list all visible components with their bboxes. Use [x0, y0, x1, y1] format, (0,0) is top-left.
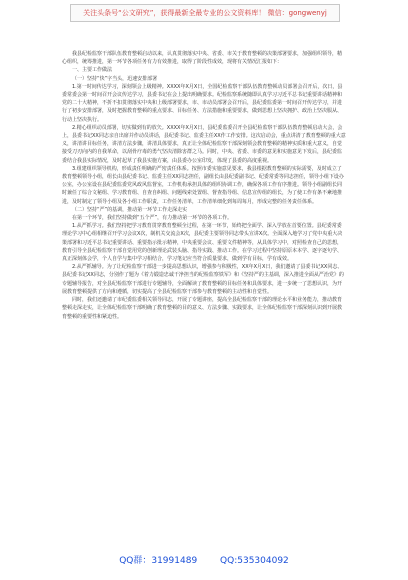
paragraph-6: 2.从严抓辅导。为了让纪检监察干部进一步提高思想认识，增强参与积极性，XX年X月X日，我们邀请了县委书记XX同志、县纪委书记XX同志，分别作了题为《着力锻造忠诚干净担当的纪检监察铁军》和《坚持严的主基调，深入推进全面从严治党》的专题辅导报告，对全县纪检监察干部进行专题辅导，全面解读了教育整顿的目标任务和具体要求，进一步统一了思想认识，为开展教育整顿提供了方向和遵循，切实提高了全县纪检监察干部参与教育整顿的主动性和自觉性。 — [62, 264, 344, 295]
paragraph-7: 同时，我们还邀请了市纪委监委相关领导同志，开展了专题讲座，提高全县纪检监察干部的理论水平和业务能力，推动教育整顿走深走实，让全体纪检监察干部明确了教育整顿的目的意义、方法步骤、实践要求，让全体纪检监察干部深刻认识到开展教育整顿的重要性和紧迫性。 — [62, 297, 343, 320]
paragraph-3: 3.组建组织领导机构，形成责任明确的严密责任体系。按照市委实施意见要求，我县根据教育整顿的实际需要，及时成立了教育整顿领导小组，组长由县纪委书记、监委主任XX同志担任，副组长由县纪委副书记、纪委常委等同志担任，领导小组下设办公室，办公室设在县纪委监委党风政风监督室，工作机构承担具体的组织协调工作，确保各项工作有序推进。领导小组副组长同时兼任了综合文秘组、学习教育组、自查自纠组、问题线索处置组、督查指导组、信息宣传组的组长，为了使工作有条不紊地推进，及时制定了领导小组及各小组工作职责，工作任务清单，工作清单细化到每周每月，形成完整的任务责任体系。 — [62, 165, 344, 205]
paragraph-2: 2.精心组织动员部署，切实做到有的放矢。XXXX年X月X日，县纪委监委召开全县纪检监察干部队伍教育整顿启动大会，会上，县委书记XX同志亲自出席并作动员讲话，县纪委书记、监委主任XX作工作安排。这次启动会，重点讲清了教育整顿的重大意义，讲清讲目标任务，讲清方法步骤，讲清具体要求，真正让全体纪检监察干部深刻领会教育整顿的精神实质和重大意义，自觉接受刀刃向内的自我革命，以刮骨疗毒的勇气坚决清除害群之马。同时，中央、省委、市委的意见和实施意见下发后，县纪委监委结合我县实际情况，及时起草了我县实施方案，由县委办公室印发，体现了县委的高度重视。 — [62, 124, 346, 164]
section-heading-1: 一、主要工作做法 — [72, 67, 113, 74]
paragraph-5: 1.从严抓学习。我们坚持把学习教育贯穿教育整顿全过程，在第一环节，始终把全面学、深入学放在首要位置。县纪委常委理论学习中心组相继召开学习会议X次，制机关交流会X次，县纪委主要领导同志带头宣讲X次。全面深入地学习了党中央重大决策部署和习近平总书记重要讲话、重要指示批示精神，中央重要会议、重要文件精神等，从具体学习中，对照检查自己的思想，教育引导全县纪检监察干部自觉用党的创新理论武装头脑、指导实践、推动工作。在学习过程中坚持原原本本学、逐字逐句学、真正深刻体会学，个人自学与集中学习相结合，学习笔记应当符合质量要求，做到学有目标，学有成效。 — [62, 223, 343, 263]
paragraph-1: 1.第一时间传达学习，深刻领会上级精神。XXXX年X月X日，全国纪检监察干部队伍教育整顿动员部署会召开后，次日，县委常委会第一时间召开会议传达学习，县委书记在会上提出明确要求。纪检监察系统随即认真学习习近平总书记重要讲话精神和党的二十大精神，不折不扣贯彻落实中央和上级部署要求，市、市动员部署会召开后，县纪委监委第一时间召开传达学习，并进行了初步安排部署，及时把握教育整顿的重点要求、目标任务、方法措施和重要要求，做到思想上坚决拥护、政治上坚决服从、行动上坚决执行。 — [62, 83, 343, 123]
intro-paragraph: 我县纪检监察干部队伍教育整顿启动以来，认真贯彻落实中央、省委、市关于教育整顿的决策部署要求，加强组织领导，精心组织，统筹推进，第一环节各项任务有力有效推进，取得了阶段性成效，现将有关情况汇报如下： — [62, 51, 343, 66]
qq-group-text: QQ群：31991489 — [119, 556, 198, 566]
qq-number-text: QQ:535304092 — [220, 556, 289, 566]
document-body — [62, 50, 346, 548]
contact-footer — [0, 553, 408, 569]
paragraph-4: 在第一个环节，我们坚持做到“五个严”，有力推动第一环节的各项工作。 — [72, 215, 233, 222]
promo-banner: 关注头条号“公文研究”，获得最新全最专业的公文资料库！ 微信：gongwenyj — [70, 4, 340, 22]
subsection-heading-1: （一）坚持“快”字当头，迅速安排部署 — [72, 75, 158, 82]
subsection-heading-2: （二）坚持“严”的基调，推动第一环节工作走深走实 — [72, 206, 188, 213]
